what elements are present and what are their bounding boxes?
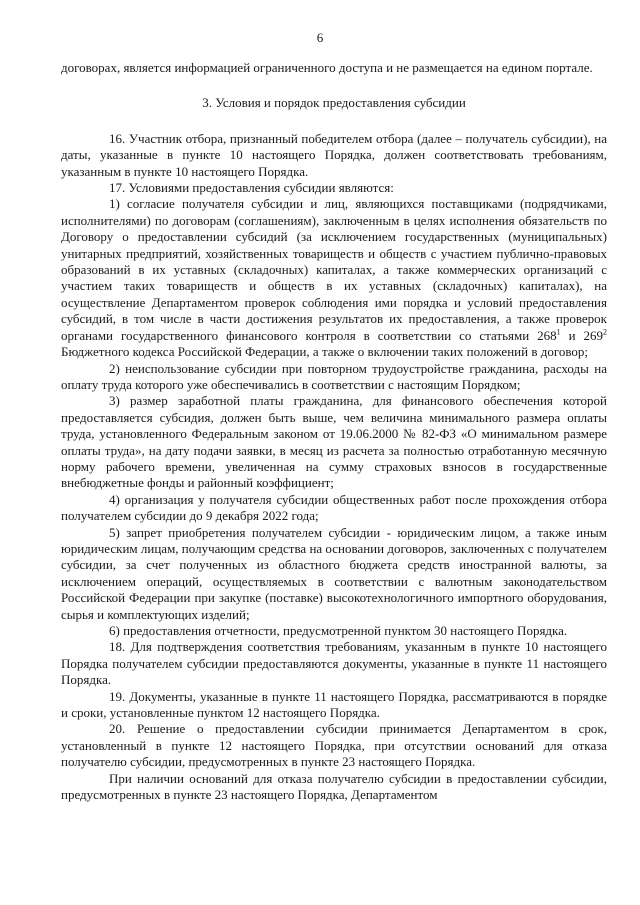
condition-1-text-a: 1) согласие получателя субсидии и лиц, являющихся поставщиками (подрядчиками, исполнителями) по договорам (соглашениям), заключенным в целях исполнения обязательств по Договору о предоставлении субсидий (за исключением государственных (муниципальных) унитарных предприятий, хозяйственных товариществ и обществ с участием публично-правовых образований в их уставных (складочных) капиталах, а также коммерческих организаций с участием таких товариществ и обществ в их уставных (складочных) капиталах), на осуществление Департаментом проверок соблюдения ими порядка и условий предоставления субсидий, в том числе в части достижения результатов их предоставления, а также проверок органами государственного финансового контроля в соответствии со статьями 268	[61, 196, 607, 343]
paragraph-20: 20. Решение о предоставлении субсидии принимается Департаментом в срок, установленный в пункте 12 настоящего Порядка, при отсутствии оснований для отказа получателю субсидии, предусмотренных в пункте 23 настоящего Порядка.	[61, 721, 607, 770]
intro-paragraph: договорах, является информацией ограниченного доступа и не размещается на едином портале.	[61, 60, 593, 75]
condition-1	[61, 196, 607, 360]
superscript-2: 2	[602, 327, 607, 337]
condition-5: 5) запрет приобретения получателем субсидии - юридическим лицом, а также иным юридическим лицам, получающим средства на основании договоров, заключенных с получателем субсидии, за счет полученных из областного бюджета средств иностранной валюты, за исключением операций, осуществляемых в соответствии с валютным законодательством Российской Федерации при закупке (поставке) высокотехнологичного импортного оборудования, сырья и комплектующих изделий;	[61, 524, 607, 622]
superscript-1: 1	[556, 327, 561, 337]
paragraph-19: 19. Документы, указанные в пункте 11 настоящего Порядка, рассматриваются в порядке и сроки, установленные пунктом 12 настоящего Порядка.	[61, 688, 607, 721]
paragraph-18: 18. Для подтверждения соответствия требованиям, указанным в пункте 10 настоящего Порядка получателем субсидии предоставляются документы, указанные в пункте 11 настоящего Порядка.	[61, 639, 607, 688]
document-body	[61, 60, 607, 803]
section-title: 3. Условия и порядок предоставления субсидии	[202, 95, 466, 111]
page-number: 6	[316, 30, 324, 45]
condition-3: 3) размер заработной платы гражданина, для финансового обеспечения которой предоставляется субсидия, должен быть выше, чем величина минимального размера оплаты труда, установленного Федеральным законом от 19.06.2000 № 82-ФЗ «О минимальном размере оплаты труда», на дату подачи заявки, в месяц из расчета за полностью отработанную месячную норму рабочего времени, увеличенная на сумму страховых взносов в государственные внебюджетные фонды и районный коэффициент;	[61, 393, 607, 491]
paragraph-16: 16. Участник отбора, признанный победителем отбора (далее – получатель субсидии), на даты, указанные в пункте 10 настоящего Порядка, должен соответствовать требованиям, указанным в пункте 10 настоящего Порядка.	[61, 130, 607, 179]
condition-1-text-b: и 269	[560, 327, 603, 343]
condition-2: 2) неиспользование субсидии при повторном трудоустройстве гражданина, расходы на оплату труда которого уже обеспечивались в соответствии с настоящим Порядком;	[61, 360, 607, 392]
condition-4: 4) организация у получателя субсидии общественных работ после прохождения отбора получателем субсидии до 9 декабря 2022 года;	[61, 491, 607, 524]
paragraph-21: При наличии оснований для отказа получателю субсидии в предоставлении субсидии, предусмотренных в пункте 23 настоящего Порядка, Департаментом	[61, 770, 607, 803]
condition-6: 6) предоставления отчетности, предусмотренной пунктом 30 настоящего Порядка.	[109, 623, 568, 638]
condition-1-text-c: Бюджетного кодекса Российской Федерации, а также о включении таких положений в договор;	[61, 344, 588, 360]
paragraph-17: 17. Условиями предоставления субсидии являются:	[109, 180, 394, 196]
